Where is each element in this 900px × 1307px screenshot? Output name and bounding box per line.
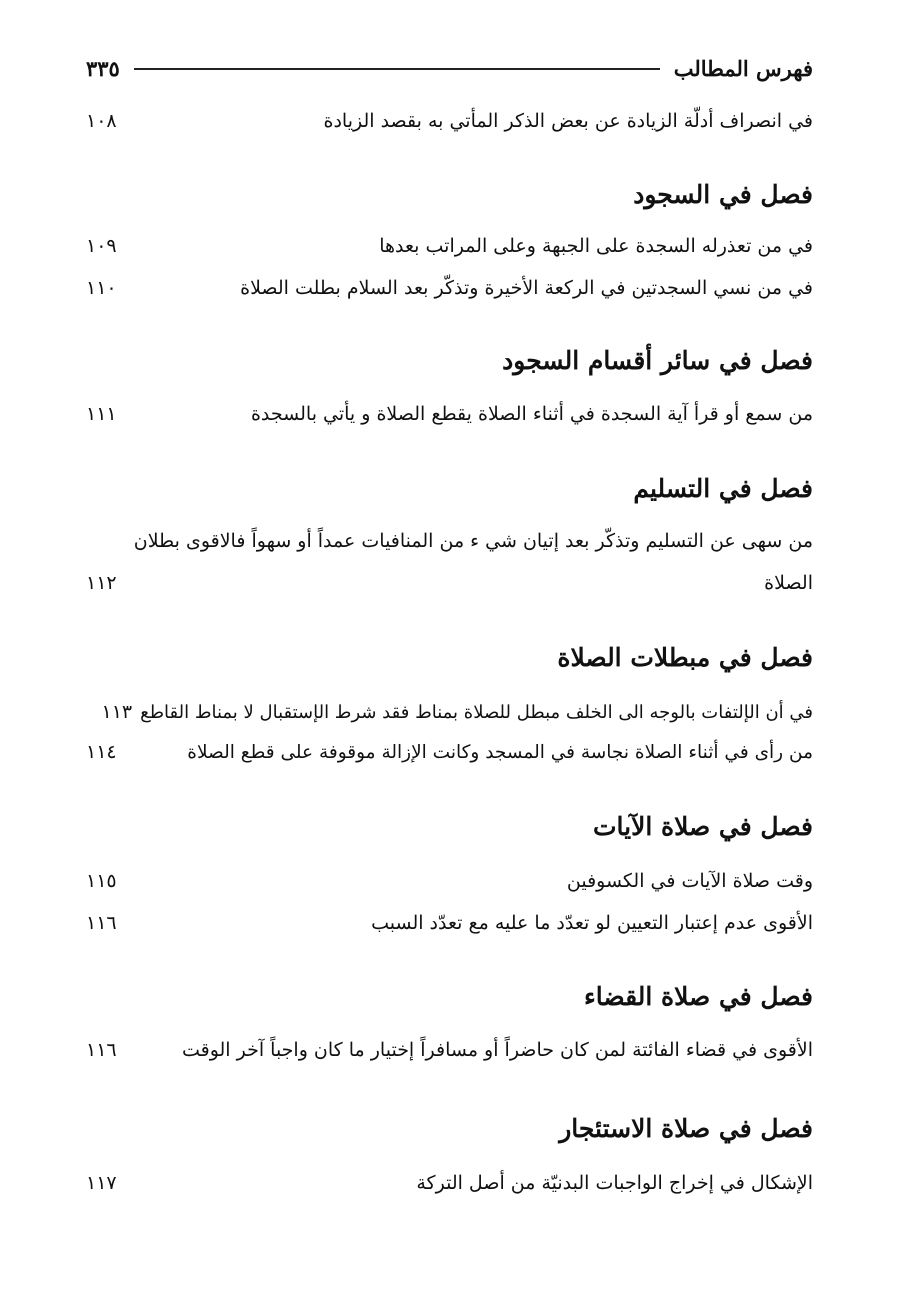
entry-text: من سهى عن التسليم وتذكّر بعد إتيان شي ء من المنافيات عمداً أو سهواً فالاقوى بطلان [133,530,813,552]
entry-page: ١١٣ [101,701,133,723]
index-entry [86,1029,813,1071]
index-entry [86,100,813,142]
section-heading: فصل في مبطلات الصلاة [557,643,813,672]
index-entry [86,267,813,309]
entry-page: ١١٤ [86,741,117,763]
index-entry [86,225,813,267]
index-entry [86,691,813,733]
entry-text: في من تعذرله السجدة على الجبهة وعلى المراتب بعدها [379,235,813,257]
entry-page: ١٠٨ [86,110,117,132]
section-heading: فصل في صلاة القضاء [584,982,813,1011]
entry-page: ١١٦ [86,1039,117,1061]
index-entry [86,731,813,773]
header-title: فهرس المطالب [673,55,813,81]
index-entry [86,860,813,902]
entry-text: من سمع أو قرأ آية السجدة في أثناء الصلاة يقطع الصلاة و يأتي بالسجدة [250,403,813,425]
index-entry [86,1162,813,1204]
entry-text: وقت صلاة الآيات في الكسوفين [566,870,813,892]
index-entry [86,393,813,435]
index-entry [86,902,813,944]
entry-page: ١١٧ [86,1172,117,1194]
entry-text: الأقوى عدم إعتبار التعيين لو تعدّد ما عليه مع تعدّد السبب [371,912,813,934]
header-page-number: ٣٣٥ [86,55,120,81]
index-entry [86,520,813,562]
section-heading: فصل في صلاة الاستئجار [559,1114,813,1143]
page-header [86,48,813,88]
entry-page: ١١٥ [86,870,117,892]
entry-text: من رأى في أثناء الصلاة نجاسة في المسجد وكانت الإزالة موقوفة على قطع الصلاة [187,741,813,763]
entry-text: الإشكال في إخراج الواجبات البدنيّة من أصل التركة [416,1172,813,1194]
section-heading: فصل في السجود [633,180,813,209]
section-heading: فصل في صلاة الآيات [592,812,813,841]
entry-text-continuation: الصلاة [764,572,813,594]
entry-text: في انصراف أدلّة الزيادة عن بعض الذكر المأتي به بقصد الزيادة [323,110,813,132]
entry-page: ١١١ [86,403,117,425]
entry-text: في أن الإلتفات بالوجه الى الخلف مبطل للصلاة بمناط فقد شرط الإستقبال لا بمناط القاطع [140,701,813,723]
entry-page: ١٠٩ [86,235,117,257]
header-rule [134,68,660,70]
section-heading: فصل في التسليم [633,474,813,503]
entry-page: ١١٦ [86,912,117,934]
section-heading: فصل في سائر أقسام السجود [502,346,813,375]
entry-page: ١١٢ [86,572,117,594]
index-entry-continuation [86,562,813,604]
entry-text: الأقوى في قضاء الفائتة لمن كان حاضراً أو مسافراً إختيار ما كان واجباً آخر الوقت [181,1039,813,1061]
entry-text: في من نسي السجدتين في الركعة الأخيرة وتذكّر بعد السلام بطلت الصلاة [240,277,813,299]
entry-page: ١١٠ [86,277,117,299]
